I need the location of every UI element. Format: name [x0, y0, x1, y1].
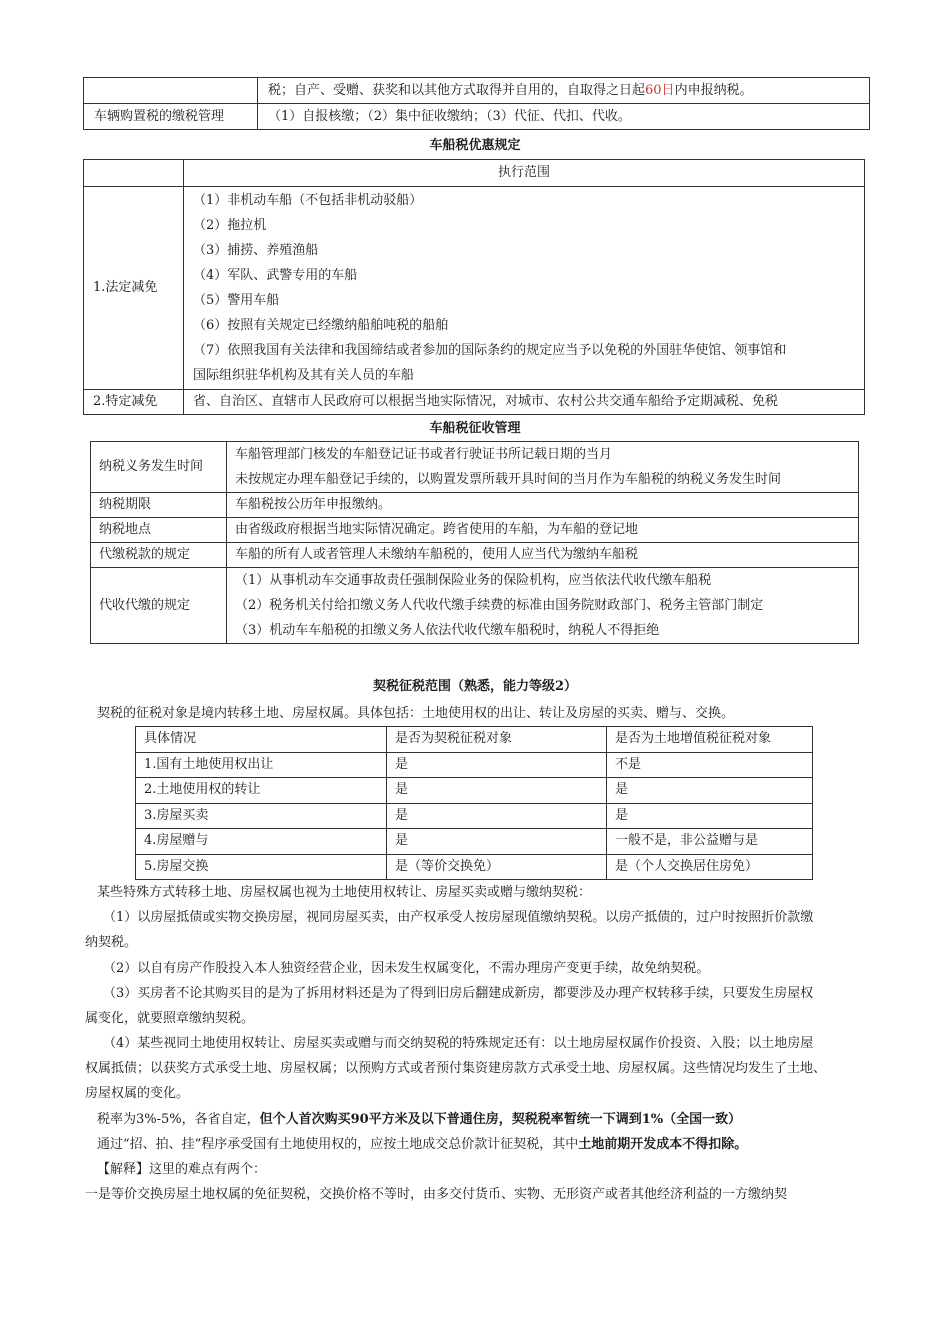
table-row	[91, 442, 859, 493]
table-row	[91, 518, 859, 543]
legal-relief-list	[184, 187, 865, 390]
table-row	[84, 104, 870, 130]
section-title-vehicle-admin: 车船税征收管理	[429, 421, 521, 436]
table-row	[84, 78, 870, 104]
table-cell-label: 纳税期限	[91, 493, 227, 518]
table-row	[136, 778, 813, 804]
paragraph-3a: （3）买房者不论其购买目的是为了拆用材料还是为了得到旧房后翻建成新房，都要涉及办理产权转移手续，只要发生房屋权	[103, 986, 814, 1001]
table-row	[84, 187, 865, 390]
list-item: 国际组织驻华机构及其有关人员的车船	[193, 368, 415, 383]
table-cell: 是	[387, 803, 607, 829]
table-row	[136, 752, 813, 778]
table-cell: 4.房屋赠与	[136, 829, 387, 855]
cell-line: （2）税务机关付给扣缴义务人代收代缴手续费的标准由国务院财政部门、税务主管部门制定	[235, 598, 764, 613]
table-cell-label: 代收代缴的规定	[91, 568, 227, 644]
tax-rate-bold: 但个人首次购买90平方米及以下普通住房，契税税率暂统一下调到1%（全国一致）	[259, 1112, 742, 1127]
table-cell: 是（个人交换居住房免）	[607, 854, 813, 880]
table-row	[136, 727, 813, 753]
table-cell: （1）自报核缴；（2）集中征收缴纳；（3）代征、代扣、代收。	[258, 104, 870, 130]
table-row	[136, 829, 813, 855]
table-row	[91, 493, 859, 518]
paragraph-1b: 纳契税。	[85, 935, 138, 950]
table-row	[91, 568, 859, 644]
vehicle-relief-table	[83, 159, 865, 415]
table-cell-empty	[84, 78, 258, 104]
table-cell: 是（等价交换免）	[387, 854, 607, 880]
table-cell: 车船的所有人或者管理人未缴纳车船税的，使用人应当代为缴纳车船税	[227, 543, 859, 568]
table-cell-label: 纳税地点	[91, 518, 227, 543]
table-cell-label: 1.法定减免	[84, 187, 184, 390]
table-cell: 是	[387, 778, 607, 804]
paragraph-4c: 房屋权属的变化。	[85, 1086, 190, 1101]
paragraph-3b: 属变化，就要照章缴纳契税。	[85, 1011, 255, 1026]
table-row	[84, 160, 865, 187]
table-cell-label: 代缴税款的规定	[91, 543, 227, 568]
table-cell: 是	[387, 752, 607, 778]
table-cell: 不是	[607, 752, 813, 778]
table-cell: 是	[607, 778, 813, 804]
vehicle-admin-table	[90, 441, 859, 644]
section-title-vehicle-relief: 车船税优惠规定	[429, 138, 521, 153]
table-cell: 省、自治区、直辖市人民政府可以根据当地实际情况，对城市、农村公共交通车船给予定期减税、免税	[184, 390, 865, 415]
list-item: （3）捕捞、养殖渔船	[193, 243, 319, 258]
table-cell-label: 纳税义务发生时间	[91, 442, 227, 493]
explain-1: 一是等价交换房屋土地权属的免征契税，交换价格不等时，由多交付货币、实物、无形资产或者其他经济利益的一方缴纳契	[85, 1187, 788, 1202]
table-cell: 由省级政府根据当地实际情况确定。跨省使用的车船，为车船的登记地	[227, 518, 859, 543]
table-cell: 车船税按公历年申报缴纳。	[227, 493, 859, 518]
list-item: （4）军队、武警专用的车船	[193, 268, 358, 283]
special-intro: 某些特殊方式转移土地、房屋权属也视为土地使用权转让、房屋买卖或赠与缴纳契税：	[97, 885, 592, 900]
list-item: （7）依照我国有关法律和我国缔结或者参加的国际条约的规定应当予以免税的外国驻华使馆、领事馆和	[193, 343, 787, 358]
cell-line: （3）机动车车船税的扣缴义务人依法代收代缴车船税时，纳税人不得拒绝	[235, 623, 660, 638]
table-row	[91, 543, 859, 568]
paragraph-1a: （1）以房屋抵债或实物交换房屋，视同房屋买卖，由产权承受人按房屋现值缴纳契税。以房产抵债的，过户时按照折价款缴	[103, 910, 814, 925]
auction-pre: 通过“招、拍、挂”程序承受国有土地使用权的，应按土地成交总价款计征契税，其中	[97, 1137, 579, 1152]
table-cell-label: 2.特定减免	[84, 390, 184, 415]
deed-tax-intro: 契税的征税对象是境内转移土地、房屋权属。具体包括：土地使用权的出让、转让及房屋的买卖、赠与、交换。	[97, 706, 735, 721]
table-header: 执行范围	[184, 160, 865, 187]
row1-text-pre: 税；自产、受赠、获奖和以其他方式取得并自用的，自取得之日起	[268, 82, 646, 98]
table-cell: 2.土地使用权的转让	[136, 778, 387, 804]
tax-rate-pre: 税率为3%-5%，各省自定，	[97, 1112, 260, 1127]
list-item: （1）非机动车船（不包括非机动驳船）	[193, 193, 423, 208]
section-title-deed-tax: 契税征税范围（熟悉，能力等级2）	[372, 679, 578, 694]
table-cell: 1.国有土地使用权出让	[136, 752, 387, 778]
table-row	[84, 390, 865, 415]
purchase-tax-table	[83, 77, 870, 130]
list-item: （5）警用车船	[193, 293, 280, 308]
table-cell: 3.房屋买卖	[136, 803, 387, 829]
table-cell-empty	[84, 160, 184, 187]
row1-text-post: 内申报纳税。	[674, 82, 753, 98]
cell-line: 车船管理部门核发的车船登记证书或者行驶证书所记载日期的当月	[235, 447, 613, 462]
auction-line	[97, 1132, 897, 1157]
cell-line: 未按规定办理车船登记手续的，以购置发票所载开具时间的当月作为车船税的纳税义务发生时间	[235, 472, 782, 487]
table-row	[136, 854, 813, 880]
list-item: （2）拖拉机	[193, 218, 267, 233]
table-cell	[227, 568, 859, 644]
cell-line: （1）从事机动车交通事故责任强制保险业务的保险机构，应当依法代收代缴车船税	[235, 573, 712, 588]
table-header: 具体情况	[136, 727, 387, 753]
table-cell	[258, 78, 870, 104]
table-cell: 一般不是，非公益赠与是	[607, 829, 813, 855]
row1-text-red: 60日	[645, 82, 675, 98]
table-cell	[227, 442, 859, 493]
table-cell-label: 车辆购置税的缴税管理	[84, 104, 258, 130]
table-row	[136, 803, 813, 829]
deed-tax-table	[135, 726, 813, 880]
paragraph-2: （2）以自有房产作股投入本人独资经营企业，因未发生权属变化，不需办理房产变更手续，故免纳契税。	[103, 961, 710, 976]
explain-title: 【解释】这里的难点有两个：	[97, 1162, 267, 1177]
table-cell: 是	[387, 829, 607, 855]
table-cell: 5.房屋交换	[136, 854, 387, 880]
table-header: 是否为契税征税对象	[387, 727, 607, 753]
table-header: 是否为土地增值税征税对象	[607, 727, 813, 753]
auction-bold: 土地前期开发成本不得扣除。	[578, 1137, 748, 1152]
list-item: （6）按照有关规定已经缴纳船舶吨税的船舶	[193, 318, 449, 333]
table-cell: 是	[607, 803, 813, 829]
tax-rate-line	[97, 1107, 897, 1132]
paragraph-4b: 权属抵债；以获奖方式承受土地、房屋权属；以预购方式或者预付集资建房款方式承受土地、房屋权属。这些情况均发生了土地、	[85, 1061, 827, 1076]
paragraph-4a: （4）某些视同土地使用权转让、房屋买卖或赠与而交纳契税的特殊规定还有：以土地房屋权属作价投资、入股；以土地房屋	[103, 1036, 814, 1051]
